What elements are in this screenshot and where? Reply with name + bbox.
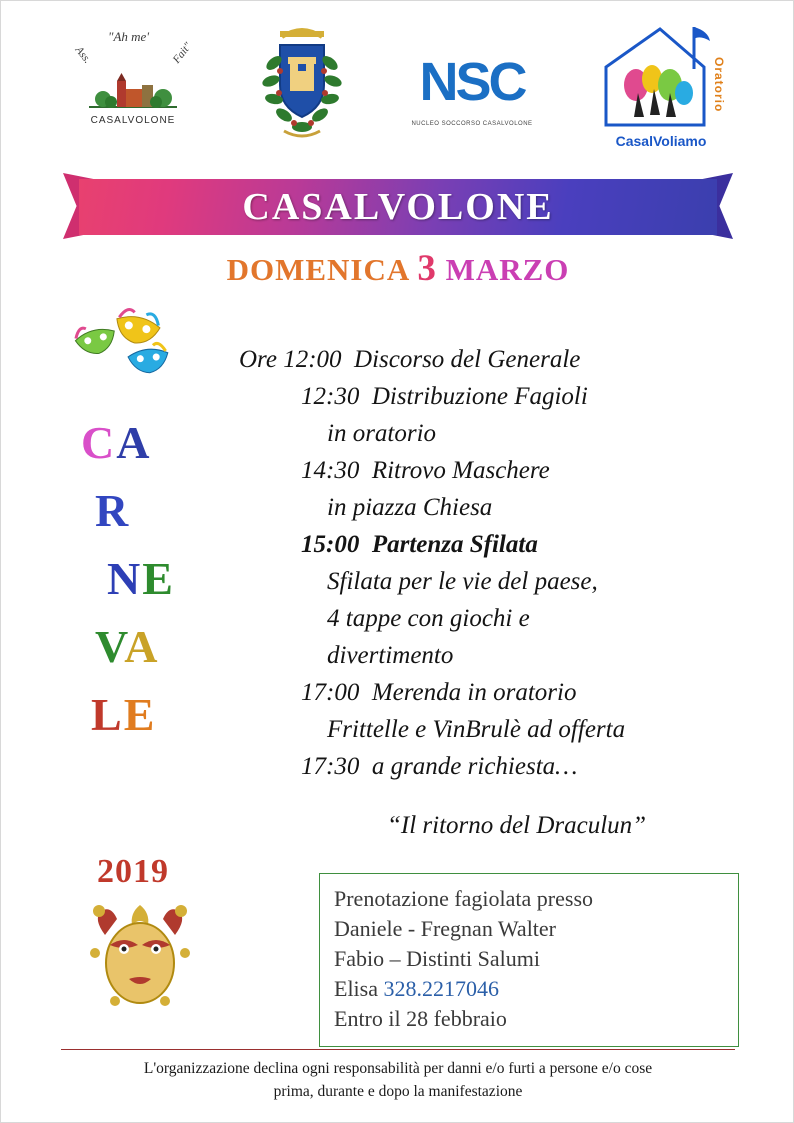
booking-contact: Daniele - Fregnan Walter [334, 916, 557, 941]
casalvolone-association-logo [68, 23, 198, 143]
nsc-acronym: NSC [419, 52, 525, 112]
program-line: 17:30 a grande richiesta… [301, 753, 578, 780]
program-line: Sfilata per le vie del paese, [327, 568, 598, 595]
program-quote: “Il ritorno del Draculun” [387, 812, 647, 839]
page-title: CASALVOLONE [242, 186, 554, 228]
vertical-line-3: NE [107, 553, 175, 604]
comune-crest-logo [254, 23, 350, 155]
program-line: in oratorio [327, 420, 437, 447]
program-line: 4 tappe con giochi e [327, 605, 530, 632]
assoc-caption: CASALVOLONE [90, 115, 176, 126]
dateline-day: 3 [417, 248, 437, 289]
event-dateline [1, 247, 794, 290]
assoc-arc-right-text: Fait" [170, 40, 195, 66]
program-line-highlight: 15:00 Partenza Sfilata [301, 531, 538, 558]
booking-heading: Prenotazione fagiolata presso [334, 886, 594, 911]
vertical-carnevale-word [73, 409, 223, 749]
oratorio-logo [594, 23, 728, 155]
title-banner [1, 171, 794, 241]
nsc-subtitle: NUCLEO SOCCORSO CASALVOLONE [411, 121, 533, 127]
vertical-line-2: R [95, 485, 131, 536]
dateline-weekday: DOMENICA [226, 252, 409, 287]
program-line: 17:00 Merenda in oratorio [301, 679, 577, 706]
program-line: 12:30 Distribuzione Fagioli [301, 383, 588, 410]
footer-line-2: prima, durante e dopo la manifestazione [273, 1083, 523, 1100]
program-line: 14:30 Ritrovo Maschere [301, 457, 550, 484]
town-skyline-icon [87, 69, 179, 111]
phone-number: 328.2217046 [383, 976, 499, 1001]
edition-year: 2019 [97, 853, 169, 890]
footer-disclaimer [61, 1057, 735, 1103]
dateline-month: MARZO [445, 252, 570, 287]
program-line: in piazza Chiesa [327, 494, 493, 521]
vertical-line-1: CA [81, 417, 152, 468]
footer-divider [61, 1049, 735, 1050]
footer-line-1: L'organizzazione declina ogni responsabilità per danni e/o furti a persone e/o cose [143, 1060, 653, 1077]
carnival-masks-icon [71, 301, 191, 397]
vertical-line-4: VA [95, 621, 160, 672]
jester-mask-icon [85, 901, 195, 1011]
booking-deadline: Entro il 28 febbraio [334, 1006, 507, 1031]
logo-row [1, 23, 794, 163]
program-line: Ore 12:00 Discorso del Generale [239, 346, 581, 373]
assoc-arc-left-text: Ass. [72, 44, 94, 66]
oratorio-caption: CasalVoliamo [615, 133, 707, 149]
booking-contact-phone: Elisa 328.2217046 [334, 976, 499, 1001]
assoc-arc-top-text: "Ah me' [108, 29, 150, 44]
program-line: divertimento [327, 642, 454, 669]
oratorio-house-icon [594, 23, 728, 143]
nsc-logo [406, 23, 538, 143]
oratorio-vertical-caption: Oratorio [712, 57, 726, 113]
vertical-line-5: LE [91, 689, 157, 740]
booking-contact: Fabio – Distinti Salumi [334, 946, 540, 971]
program-schedule [239, 341, 779, 844]
program-line: Frittelle e VinBrulè ad offerta [327, 716, 626, 743]
booking-box [319, 873, 739, 1047]
comune-crest-icon [254, 23, 350, 155]
